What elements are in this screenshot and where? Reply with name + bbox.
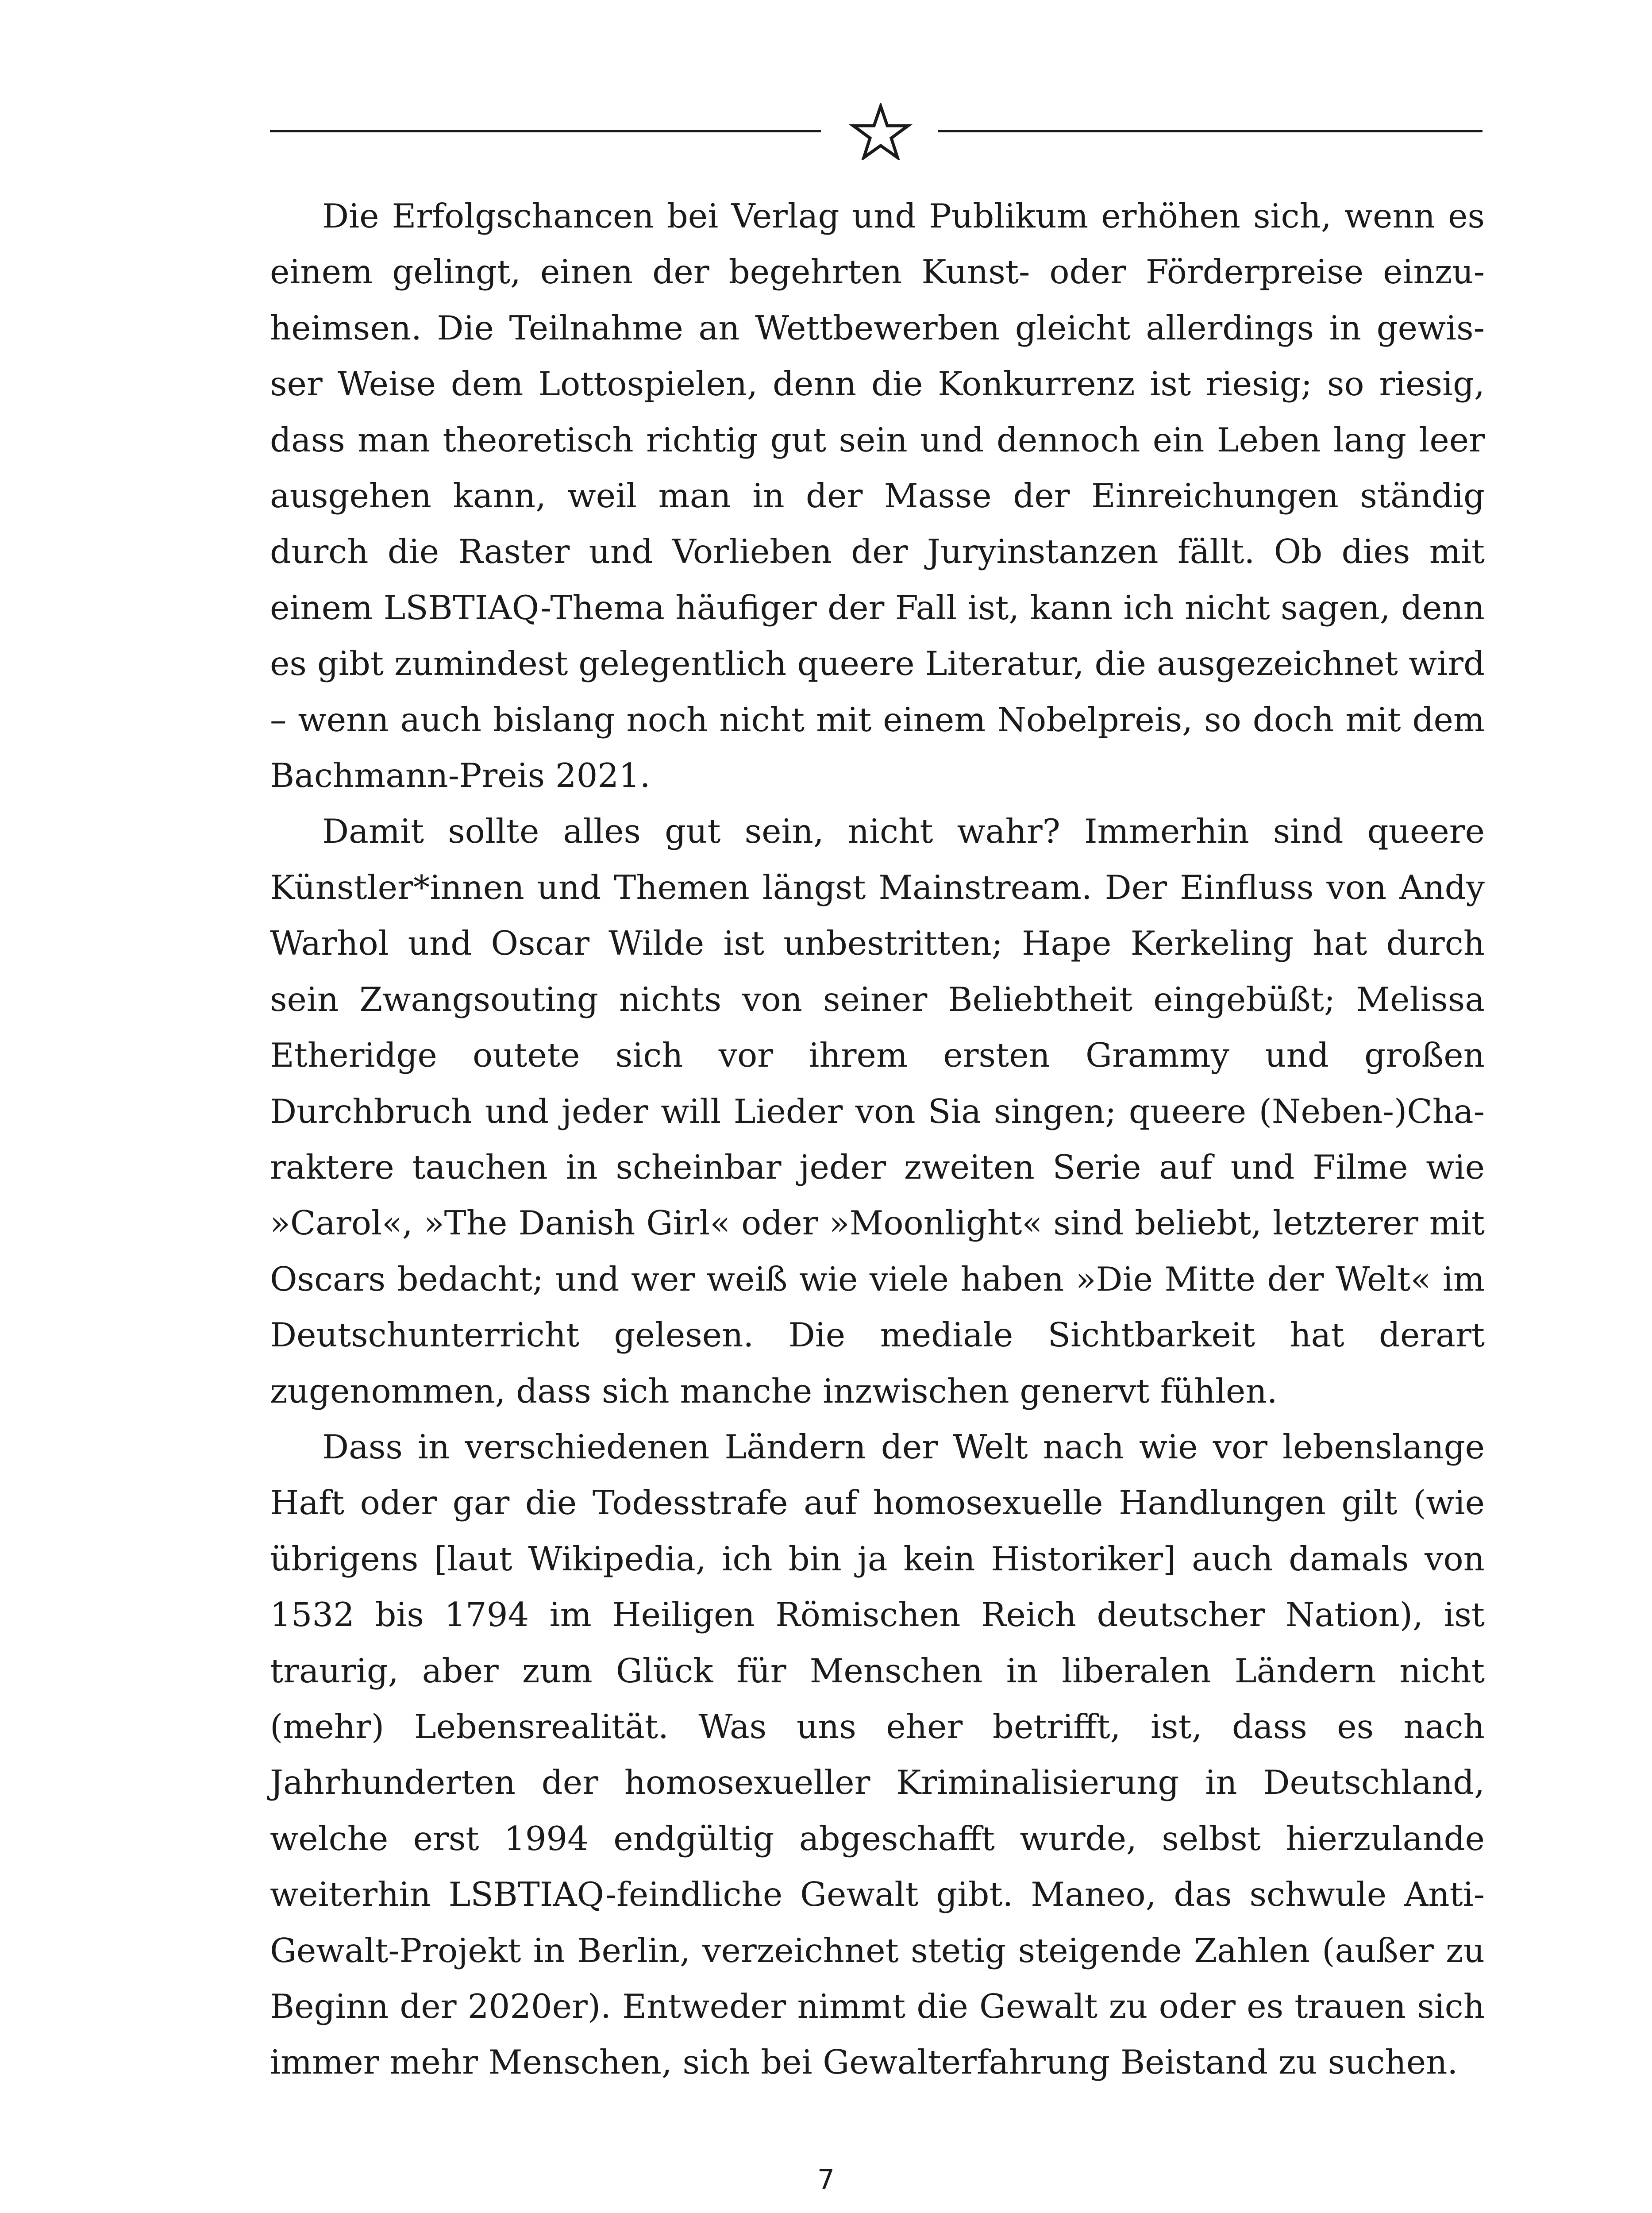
page-number: 7 xyxy=(817,2163,835,2196)
body-text xyxy=(270,188,1485,2090)
section-divider xyxy=(270,102,1483,159)
divider-rule-right xyxy=(938,130,1483,132)
paragraph: Dass in verschiedenen Ländern der Welt nach wie vor lebenslange Haft oder gar die Todesstrafe auf homosexuelle Handlungen gilt (wie übrigens [laut Wikipedia, ich bin ja kein Historiker] auch damals von 1532 bis 1794 im Heiligen Römischen Reich deutscher Nation), ist traurig, aber zum Glück für Menschen in liberalen Ländern nicht (mehr) Lebensrealität. Was uns eher betrifft, ist, dass es nach Jahrhunderten der homosexueller Kriminalisierung in Deutschland, welche erst 1994 endgültig abgeschafft wurde, selbst hierzulande weiterhin LSBTIAQ-feindliche Gewalt gibt. Maneo, das schwule Anti-Gewalt-Projekt in Berlin, verzeichnet stetig steigende Zahlen (außer zu Beginn der 2020er). Entweder nimmt die Gewalt zu oder es trauen sich immer mehr Menschen, sich bei Gewalterfahrung Beistand zu suchen. xyxy=(270,1427,1485,2082)
paragraph: Die Erfolgschancen bei Verlag und Publikum erhöhen sich, wenn es einem gelingt, einen der begehrten Kunst- oder Förderpreise einzuheimsen. Die Teilnahme an Wettbewerben gleicht allerdings in gewisser Weise dem Lottospielen, denn die Konkurrenz ist riesig; so riesig, dass man theoretisch richtig gut sein und dennoch ein Leben lang leer ausgehen kann, weil man in der Masse der Einreichungen ständig durch die Raster und Vorlieben der Juryinstanzen fällt. Ob dies mit einem LSBTIAQ-Thema häufiger der Fall ist, kann ich nicht sagen, denn es gibt zumindest gelegentlich queere Literatur, die ausgezeichnet wird – wenn auch bislang noch nicht mit einem Nobelpreis, so doch mit dem Bachmann-Preis 2021. xyxy=(270,197,1485,795)
divider-rule-left xyxy=(270,130,821,132)
star-outline-icon xyxy=(847,103,914,160)
paragraph: Damit sollte alles gut sein, nicht wahr? Immerhin sind queere Künstler*innen und Themen längst Mainstream. Der Einfluss von Andy Warhol und Oscar Wilde ist unbestritten; Hape Kerkeling hat durch sein Zwangsouting nichts von seiner Beliebtheit eingebüßt; Melissa Etheridge outete sich vor ihrem ersten Grammy und großen Durchbruch und jeder will Lieder von Sia singen; queere (Neben-)Charaktere tauchen in scheinbar jeder zweiten Serie auf und Filme wie »Carol«, »The Danish Girl« oder »Moonlight« sind beliebt, letzterer mit Oscars bedacht; und wer weiß wie viele haben »Die Mitte der Welt« im Deutschunterricht gelesen. Die mediale Sichtbarkeit hat derart zugenommen, dass sich manche inzwischen genervt fühlen. xyxy=(270,812,1485,1411)
